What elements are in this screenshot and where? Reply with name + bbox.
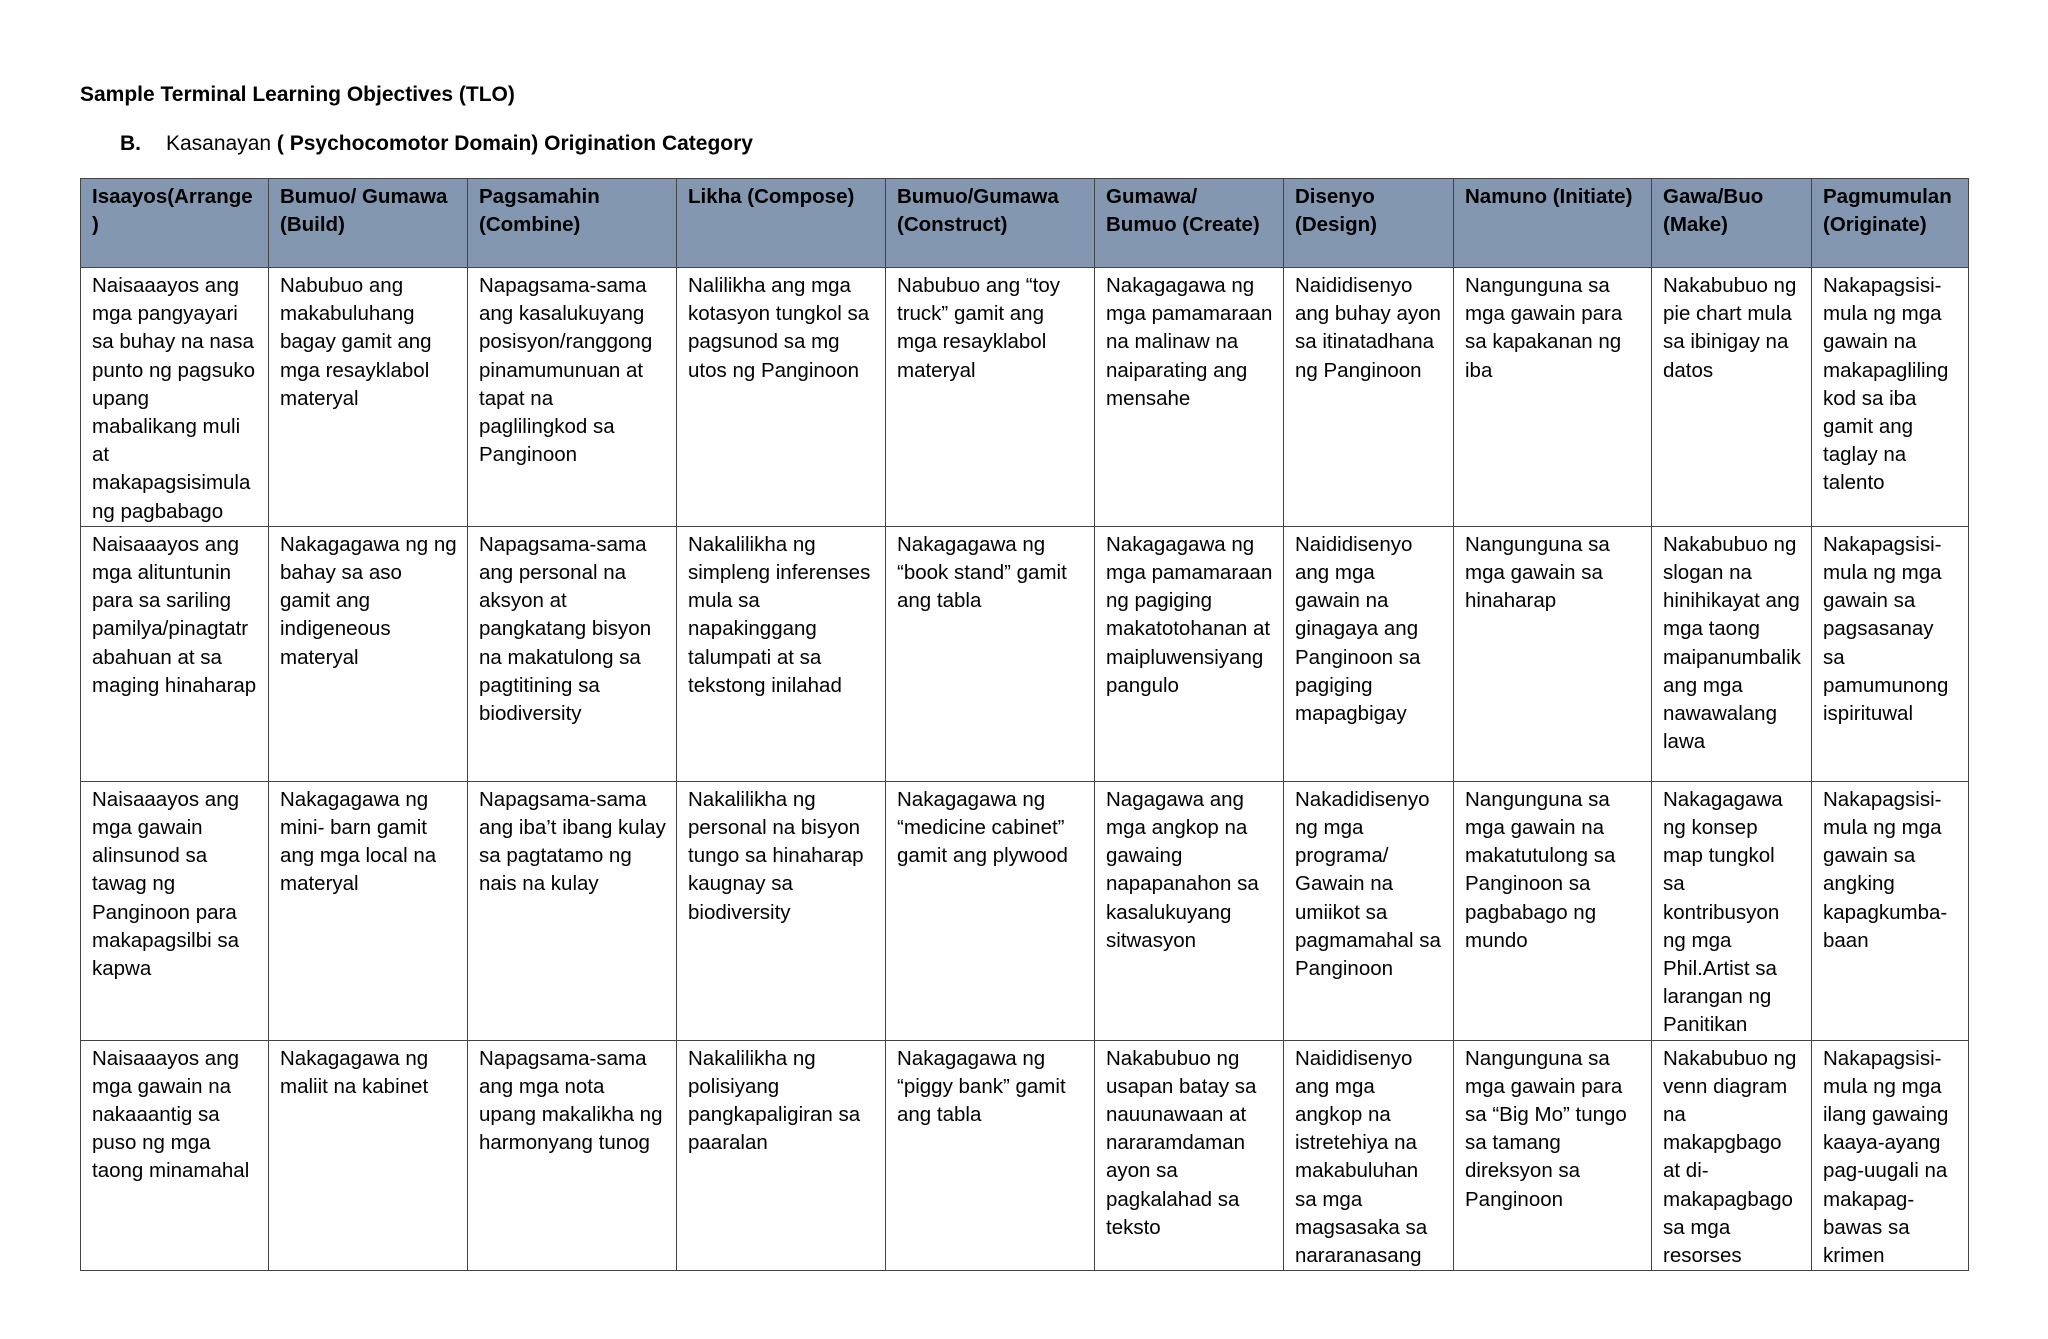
table-cell: Nakapagsisi-mula ng mga gawain na makapaglilingkod sa iba gamit ang taglay na talento [1812,268,1969,527]
table-cell: Nakalilikha ng polisiyang pangkapaligiran sa paaralan [677,1040,886,1271]
table-cell: Nangunguna sa mga gawain para sa kapakanan ng iba [1454,268,1652,527]
column-header: Bumuo/ Gumawa (Build) [269,179,468,268]
table-cell: Nagagawa ang mga angkop na gawaing napapanahon sa kasalukuyang sitwasyon [1095,781,1284,1040]
table-cell: Napagsama-sama ang iba’t ibang kulay sa pagtatamo ng nais na kulay [468,781,677,1040]
table-row [81,526,1969,781]
table-cell: Nakagagawa ng mga pamamaraan ng pagiging makatotohanan at maipluwensiyang pangulo [1095,526,1284,781]
table-cell: Napagsama-sama ang kasalukuyang posisyon/ranggong pinamumunuan at tapat na paglilingkod sa Panginoon [468,268,677,527]
table-cell: Nakapagsisi-mula ng mga gawain sa pagsasanay sa pamumunong ispirituwal [1812,526,1969,781]
section-marker: B. [120,132,141,155]
table-row [81,1040,1969,1271]
section-heading [120,129,753,159]
table-cell: Nabubuo ang “toy truck” gamit ang mga resayklabol materyal [886,268,1095,527]
table-cell: Naididisenyo ang buhay ayon sa itinatadhana ng Panginoon [1284,268,1454,527]
table-cell: Nakabubuo ng venn diagram na makapgbago at di-makapagbago sa mga resorses [1652,1040,1812,1271]
table-cell: Naisaaayos ang mga pangyayari sa buhay na nasa punto ng pagsuko upang mabalikang muli at makapagsisimula ng pagbabago [81,268,269,527]
table-cell: Nangunguna sa mga gawain sa hinaharap [1454,526,1652,781]
document-title: Sample Terminal Learning Objectives (TLO) [80,83,515,106]
column-header: Namuno (Initiate) [1454,179,1652,268]
column-header: Pagmumulan (Originate) [1812,179,1969,268]
column-header: Likha (Compose) [677,179,886,268]
table-cell: Naididisenyo ang mga angkop na istretehiya na makabuluhan sa mga magsasaka sa nararanasang [1284,1040,1454,1271]
column-header: Gumawa/ Bumuo (Create) [1095,179,1284,268]
section-label-bold: ( Psychocomotor Domain) Origination Category [276,132,753,155]
table-cell: Napagsama-sama ang mga nota upang makalikha ng harmonyang tunog [468,1040,677,1271]
column-header: Isaayos(Arrange) [81,179,269,268]
table-cell: Nakagagawa ng mini- barn gamit ang mga local na materyal [269,781,468,1040]
table-cell: Nakalilikha ng personal na bisyon tungo sa hinaharap kaugnay sa biodiversity [677,781,886,1040]
table-row [81,781,1969,1040]
table-cell: Nangunguna sa mga gawain na makatutulong sa Panginoon sa pagbabago ng mundo [1454,781,1652,1040]
table-cell: Nangunguna sa mga gawain para sa “Big Mo” tungo sa tamang direksyon sa Panginoon [1454,1040,1652,1271]
table-cell: Nakagagawa ng mga pamamaraan na malinaw na naiparating ang mensahe [1095,268,1284,527]
table-cell: Nakabubuo ng pie chart mula sa ibinigay na datos [1652,268,1812,527]
table-cell: Nalilikha ang mga kotasyon tungkol sa pagsunod sa mg utos ng Panginoon [677,268,886,527]
table-cell: Nakapagsisi-mula ng mga gawain sa angking kapagkumba-baan [1812,781,1969,1040]
table-cell: Naisaaayos ang mga alituntunin para sa sariling pamilya/pinagtatrabahuan at sa maging hinaharap [81,526,269,781]
table-cell: Naididisenyo ang mga gawain na ginagaya ang Panginoon sa pagiging mapagbigay [1284,526,1454,781]
table-cell: Nakagagawa ng konsep map tungkol sa kontribusyon ng mga Phil.Artist sa larangan ng Panitikan [1652,781,1812,1040]
table-cell: Nakabubuo ng usapan batay sa nauunawaan at nararamdaman ayon sa pagkalahad sa teksto [1095,1040,1284,1271]
table-cell: Nakapagsisi-mula ng mga ilang gawaing kaaya-ayang pag-uugali na makapag-bawas sa krimen [1812,1040,1969,1271]
table-cell: Nakagagawa ng ng bahay sa aso gamit ang indigeneous materyal [269,526,468,781]
table-cell: Nakadidisenyo ng mga programa/ Gawain na umiikot sa pagmamahal sa Panginoon [1284,781,1454,1040]
table-cell: Nakagagawa ng “medicine cabinet” gamit ang plywood [886,781,1095,1040]
tlo-table [80,178,1969,1271]
table-cell: Naisaaayos ang mga gawain na nakaaantig sa puso ng mga taong minamahal [81,1040,269,1271]
column-header: Bumuo/Gumawa (Construct) [886,179,1095,268]
table-header-row [81,179,1969,268]
table-cell: Nakagagawa ng “book stand” gamit ang tabla [886,526,1095,781]
table-cell: Napagsama-sama ang personal na aksyon at pangkatang bisyon na makatulong sa pagtitining sa biodiversity [468,526,677,781]
table-cell: Nabubuo ang makabuluhang bagay gamit ang mga resayklabol materyal [269,268,468,527]
table-cell: Nakagagawa ng maliit na kabinet [269,1040,468,1271]
column-header: Disenyo (Design) [1284,179,1454,268]
table-cell: Nakalilikha ng simpleng inferenses mula sa napakinggang talumpati at sa tekstong inilahad [677,526,886,781]
table-cell: Nakabubuo ng slogan na hinihikayat ang mga taong maipanumbalik ang mga nawawalang lawa [1652,526,1812,781]
table-cell: Naisaaayos ang mga gawain alinsunod sa tawag ng Panginoon para makapagsilbi sa kapwa [81,781,269,1040]
section-label-plain: Kasanayan [166,132,277,155]
column-header: Gawa/Buo (Make) [1652,179,1812,268]
table-row [81,268,1969,527]
column-header: Pagsamahin (Combine) [468,179,677,268]
table-cell: Nakagagawa ng “piggy bank” gamit ang tabla [886,1040,1095,1271]
